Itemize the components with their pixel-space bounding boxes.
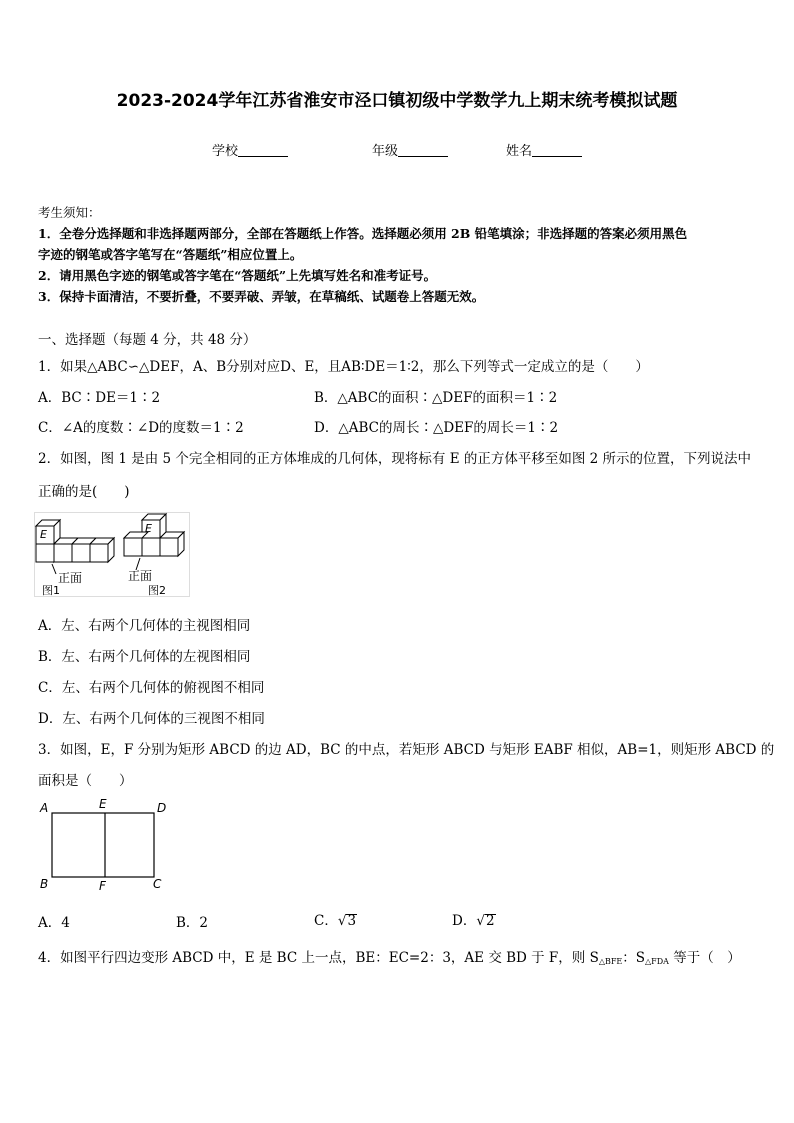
name-field [506, 140, 582, 159]
fig2-caption: 图2 [148, 584, 166, 597]
sqrt-sign: √ [337, 913, 347, 929]
q4-tail: 等于（ ） [668, 950, 741, 966]
q4-stem-main: 4．如图平行四边变形 ABCD 中，E 是 BC 上一点，BE：EC=2：3，AE 交 BD 于 F，则 S [38, 950, 599, 966]
rect-abcd [52, 813, 154, 877]
q1-option-a: A．BC∶DE＝1∶2 [38, 390, 161, 406]
name-blank [532, 144, 582, 157]
fig1-e-label: E [40, 528, 47, 541]
point-b: B [40, 877, 49, 891]
q4-stem [38, 946, 741, 966]
q3-stem-line2: 面积是（ ） [38, 773, 133, 789]
q3-option-c-prefix: C． [314, 913, 338, 929]
q3-option-d [452, 909, 496, 929]
q3-option-c [314, 909, 357, 929]
fig1-cubes [36, 520, 114, 562]
fig1-arrow [52, 564, 56, 574]
q3-option-c-radicand: 3 [347, 913, 357, 929]
page-title: 2023-2024学年江苏省淮安市泾口镇初级中学数学九上期末统考模拟试题 [116, 91, 678, 111]
point-c: C [153, 877, 162, 891]
fig2-cubes [124, 514, 184, 556]
point-f: F [99, 879, 106, 893]
sqrt-sign: √ [476, 913, 485, 929]
fig2-front-label: 正面 [128, 569, 153, 583]
q2-option-d: D．左、右两个几何体的三视图不相同 [38, 711, 265, 727]
q2-option-a: A．左、右两个几何体的主视图相同 [38, 618, 251, 634]
q2-option-c: C．左、右两个几何体的俯视图不相同 [38, 680, 265, 696]
fig1-caption: 图1 [42, 584, 60, 597]
q4-colon: ：S [622, 950, 646, 966]
q2-option-b: B．左、右两个几何体的左视图相同 [38, 649, 251, 665]
q4-sub-bfe: △BFE [598, 957, 623, 966]
section-heading: 一、选择题（每题 4 分，共 48 分） [38, 332, 257, 348]
q3-option-d-radicand: 2 [485, 913, 495, 929]
notice-heading: 考生须知： [38, 205, 101, 220]
q3-option-b: B．2 [176, 915, 209, 931]
school-label: 学校 [212, 144, 239, 159]
fig1-front-label: 正面 [58, 571, 83, 585]
q3-rectangle-figure [36, 796, 176, 894]
q1-stem: 1．如果△ABC∽△DEF，A、B分别对应D、E，且AB∶DE＝1∶2，那么下列等式一定成立的是（ ） [38, 359, 649, 375]
q3-option-a: A．4 [38, 915, 70, 931]
q3-stem-line1: 3．如图，E，F 分别为矩形 ABCD 的边 AD，BC 的中点，若矩形 ABCD 与矩形 EABF 相似，AB=1，则矩形 ABCD 的 [38, 742, 775, 758]
point-d: D [157, 801, 167, 815]
q2-figure [34, 512, 194, 598]
point-e: E [99, 797, 107, 811]
fig2-e-label: E [145, 522, 152, 535]
notice-item-3: 3．保持卡面清洁，不要折叠，不要弄破、弄皱，在草稿纸、试题卷上答题无效。 [38, 289, 485, 304]
notice-item-2: 2．请用黑色字迹的钢笔或答字笔在“答题纸”上先填写姓名和准考证号。 [38, 268, 437, 283]
q4-sub-fda: △FDA [645, 957, 669, 966]
grade-label: 年级 [372, 144, 399, 159]
q1-option-c: C．∠A的度数∶∠D的度数＝1∶2 [38, 420, 244, 436]
q1-option-b: B．△ABC的面积∶△DEF的面积＝1∶2 [314, 390, 558, 406]
school-field [212, 140, 288, 159]
q2-stem-line1: 2．如图，图 1 是由 5 个完全相同的正方体堆成的几何体，现将标有 E 的正方体平移至如图 2 所示的位置，下列说法中 [38, 451, 752, 467]
notice-item-1a: 1．全卷分选择题和非选择题两部分，全部在答题纸上作答。选择题必须用 2B 铅笔填涂；非选择题的答案必须用黑色 [38, 226, 688, 241]
point-a: A [40, 801, 49, 815]
grade-blank [398, 144, 448, 157]
grade-field [372, 140, 448, 159]
q1-option-d: D．△ABC的周长∶△DEF的周长＝1∶2 [314, 420, 559, 436]
q2-stem-line2: 正确的是( ) [38, 484, 130, 500]
notice-item-1b: 字迹的钢笔或答字笔写在“答题纸”相应位置上。 [38, 247, 303, 262]
q3-option-d-prefix: D． [452, 913, 477, 929]
school-blank [238, 144, 288, 157]
name-label: 姓名 [506, 144, 533, 159]
